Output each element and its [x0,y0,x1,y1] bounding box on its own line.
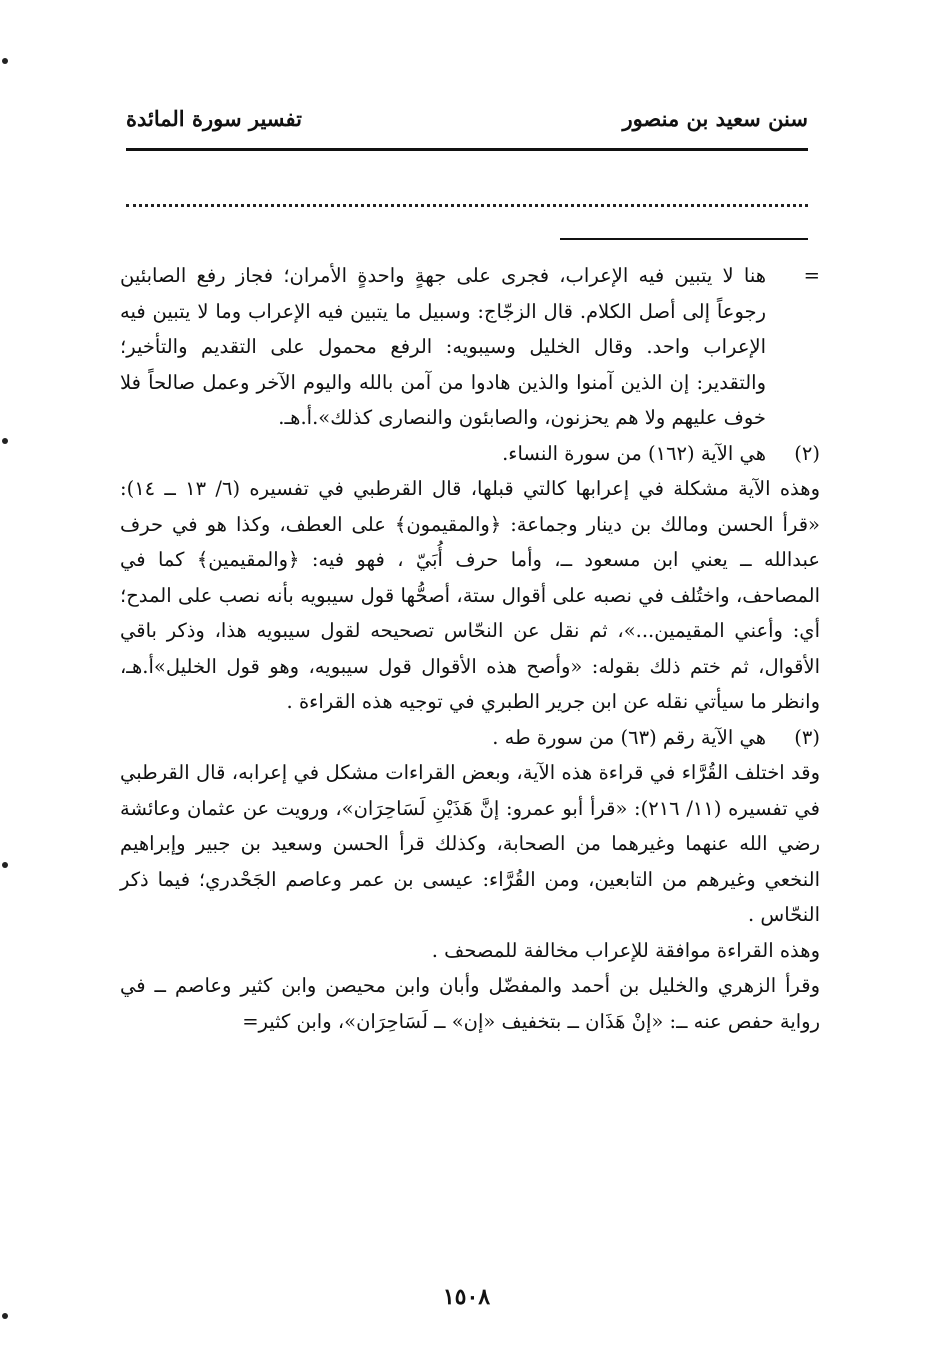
footnote-lead: هي الآية رقم (٦٣) من سورة طه . [492,725,766,749]
footnote-number: (٢) [794,441,820,465]
footnote-text: وقد اختلف القُرَّاء في قراءة هذه الآية، وبعض القراءات مشكل في إعرابه، قال القرطبي في تفسيره (١١/ ٢١٦): «قرأ أبو عمرو: إنَّ هَذَيْنِ لَسَاحِرَان»، ورويت عن عثمان وعائشة رضي الله عنهما وغيرهما من الصحابة، وكذلك قرأ الحسن وسعيد بن جبير وإبراهيم النخعي وغيرهم من التابعين، ومن القُرَّاء: عيسى بن عمر وعاصم الجَحْدري؛ فيما ذكر النحّاس . [120,761,820,926]
scan-mark [2,58,8,64]
running-header [126,100,808,140]
dotted-separator [126,204,808,207]
scan-mark [2,862,8,868]
header-rule [126,148,808,151]
footnote-3-text-2 [120,933,820,969]
footnote-text: وهذه الآية مشكلة في إعرابها كالتي قبلها، قال القرطبي في تفسيره (٦/ ١٣ ــ ١٤): «قرأ الحسن ومالك بن دينار وجماعة: ﴿والمقيمون﴾ على العطف، وكذا هو في حرف عبدالله ــ يعني ابن مسعود ــ، وأما حرف أُبَيّ ، فهو فيه: ﴿والمقيمين﴾ كما في المصاحف، واختُلف في نصبه على أقوال ستة، أصحُّها قول سيبويه بأنه نصب على المدح؛ أي: وأعني المقيمين...»، ثم نقل عن النحّاس تصحيحه لقول سيبويه هذا، وذكر باقي الأقوال، ثم ختم ذلك بقوله: «وأصح هذه الأقوال قول سيبويه، وهو قول الخليل»أ.هـ، وانظر ما سيأتي نقله عن ابن جرير الطبري في توجيه هذه القراءة . [120,477,820,713]
footnote-2 [120,436,820,472]
continuation-marker: = [803,264,820,287]
page-number: ١٥٠٨ [442,1284,491,1310]
footnote-text: وهذه القراءة موافقة للإعراب مخالفة للمصحف . [431,938,820,962]
continuation-text: هنا لا يتبين فيه الإعراب، فجرى على جهةٍ واحدةٍ الأمران؛ فجاز رفع الصابئين رجوعاً إلى أصل الكلام. قال الزجّاج: وسبيل ما يتبين فيه الإعراب وما لا يتبين فيه الإعراب واحد. وقال الخليل وسيبويه: الرفع محمول على التقديم والتأخير؛ والتقدير: إن الذين آمنوا والذين هادوا من آمن بالله واليوم الآخر وعمل صالحاً فلا خوف عليهم ولا هم يحزنون، والصابئون والنصارى كذلك».أ.هـ. [120,264,766,429]
book-title: سنن سعيد بن منصور [622,106,808,131]
footnote-2-text [120,471,820,720]
footnote-3-text-3 [120,968,820,1039]
footnote-3 [120,720,820,756]
footnotes-body [120,258,820,1039]
footnote-number: (٣) [794,725,820,749]
scan-mark [2,1313,8,1319]
footnote-continuation [120,258,820,436]
footnote-lead: هي الآية (١٦٢) من سورة النساء. [502,441,766,465]
section-title: تفسير سورة المائدة [126,106,302,131]
footnote-3-text [120,755,820,933]
footnote-separator [560,238,808,240]
scan-mark [2,438,8,444]
footnote-text: وقرأ الزهري والخليل بن أحمد والمفضّل وأبان وابن محيصن وابن كثير وعاصم ــ في رواية حفص عنه ــ: «إنْ هَذَان ــ بتخفيف «إن» ــ لَسَاحِرَان»، وابن كثير= [120,974,820,1033]
